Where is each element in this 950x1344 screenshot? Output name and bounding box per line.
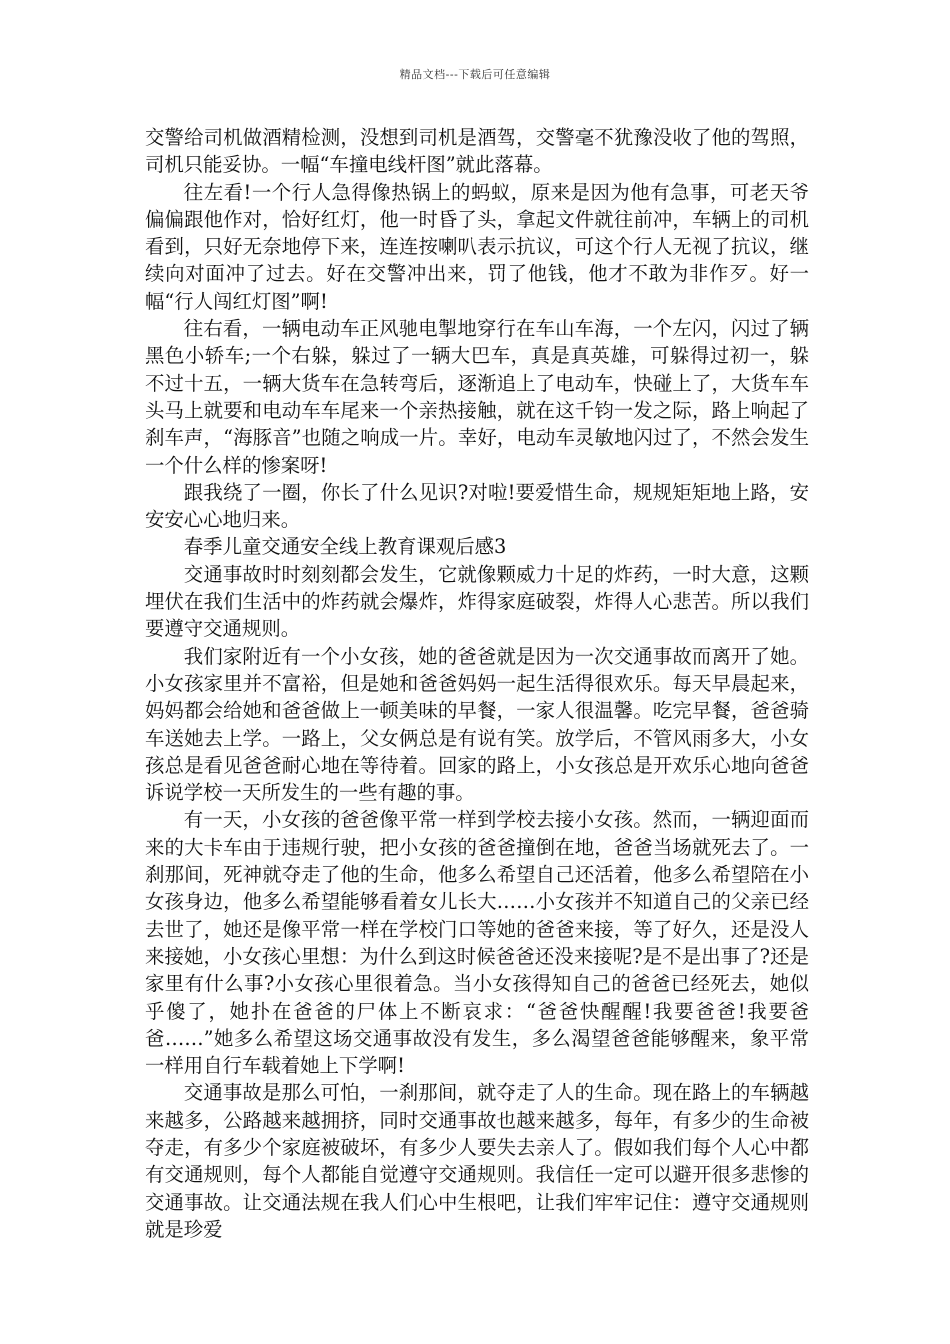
- paragraph: 交通事故时时刻刻都会发生，它就像颗威力十足的炸药，一时大意，这颗埋伏在我们生活中的炸药就会爆炸，炸得家庭破裂，炸得人心悲苦。所以我们要遵守交通规则。: [145, 562, 809, 641]
- paragraph: 跟我绕了一圈，你长了什么见识?对啦!要爱惜生命，规规矩矩地上路，安安安心心地归来。: [145, 480, 809, 532]
- paragraph: 我们家附近有一个小女孩，她的爸爸就是因为一次交通事故而离开了她。小女孩家里并不富裕，但是她和爸爸妈妈一起生活得很欢乐。每天早晨起来，妈妈都会给她和爸爸做上一顿美味的早餐，一家人很温馨。吃完早餐，爸爸骑车送她去上学。一路上，父女俩总是有说有笑。放学后，不管风雨多大，小女孩总是看见爸爸耐心地在等待着。回家的路上，小女孩总是开欢乐心地向爸爸诉说学校一天所发生的一些有趣的事。: [145, 644, 809, 805]
- paragraph: 交警给司机做酒精检测，没想到司机是酒驾，交警毫不犹豫没收了他的驾照，司机只能妥协。一幅“车撞电线杆图”就此落幕。: [145, 126, 809, 177]
- paragraph: 往左看!一个行人急得像热锅上的蚂蚁，原来是因为他有急事，可老天爷偏偏跟他作对，恰好红灯，他一时昏了头，拿起文件就往前冲，车辆上的司机看到，只好无奈地停下来，连连按喇叭表示抗议，可这个行人无视了抗议，继续向对面冲了过去。好在交警冲出来，罚了他钱，他才不敢为非作歹。好一幅“行人闯红灯图”啊!: [145, 180, 809, 313]
- paragraph: 有一天，小女孩的爸爸像平常一样到学校去接小女孩。然而，一辆迎面而来的大卡车由于违规行驶，把小女孩的爸爸撞倒在地，爸爸当场就死去了。一刹那间，死神就夺走了他的生命，他多么希望自己还活着，他多么希望陪在小女孩身边，他多么希望能够看着女儿长大……小女孩并不知道自己的父亲已经去世了，她还是像平常一样在学校门口等她的爸爸来接，等了好久，还是没人来接她，小女孩心里想：为什么到这时候爸爸还没来接呢?是不是出事了?还是家里有什么事?小女孩心里很着急。当小女孩得知自己的爸爸已经死去，她似乎傻了，她扑在爸爸的尸体上不断哀求：“爸爸快醒醒!我要爸爸!我要爸爸……”她多么希望这场交通事故没有发生，多么渴望爸爸能够醒来，象平常一样用自行车载着她上下学啊!: [145, 808, 809, 1078]
- section-title: 春季儿童交通安全线上教育课观后感3: [183, 535, 507, 559]
- paragraph: 交通事故是那么可怕，一刹那间，就夺走了人的生命。现在路上的车辆越来越多，公路越来越拥挤，同时交通事故也越来越多，每年，有多少的生命被夺走，有多少个家庭被破坏，有多少人要失去亲人了。假如我们每个人心中都有交通规则，每个人都能自觉遵守交通规则。我信任一定可以避开很多悲惨的交通事故。让交通法规在我人们心中生根吧，让我们牢牢记住：遵守交通规则就是珍爱: [145, 1081, 809, 1241]
- paragraph: 往右看，一辆电动车正风驰电掣地穿行在车山车海，一个左闪，闪过了辆黑色小轿车;一个右躲，躲过了一辆大巴车，真是真英雄，可躲得过初一，躲不过十五，一辆大货车在急转弯后，逐渐追上了电动车，快碰上了，大货车车头马上就要和电动车车尾来一个亲热接触，就在这千钧一发之际，路上响起了刹车声，“海豚音”也随之响成一片。幸好，电动车灵敏地闪过了，不然会发生一个什么样的惨案呀!: [145, 317, 809, 477]
- page-header: 精品文档---下载后可任意编辑: [399, 68, 551, 81]
- document-body: [145, 124, 809, 1243]
